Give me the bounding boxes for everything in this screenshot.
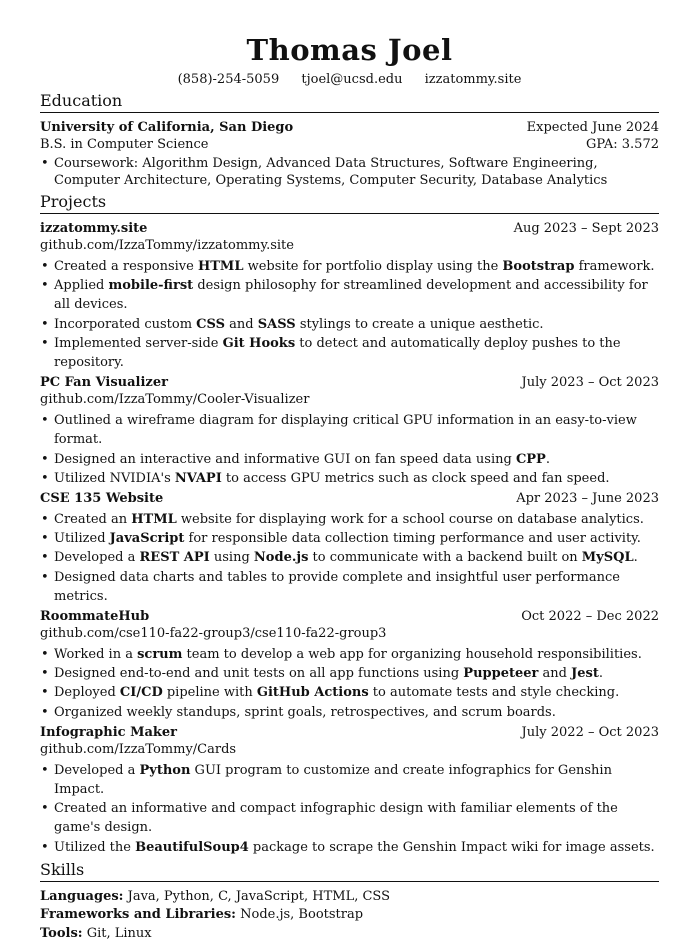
bullet-item: • Designed data charts and tables to provide complete and insightful user performance metrics. — [54, 568, 659, 606]
project-bullets — [40, 645, 659, 722]
highlight-term: mobile-first — [108, 278, 194, 294]
bullet-item: • Created an informative and compact infographic design with familiar elements of the game's design. — [54, 799, 659, 837]
project-link[interactable]: github.com/IzzaTommy/izzatommy.site — [40, 238, 294, 253]
highlight-term: Jest — [571, 666, 599, 682]
project-entry — [40, 374, 659, 488]
bullet-item: • Organized weekly standups, sprint goals, retrospectives, and scrum boards. — [54, 703, 659, 722]
highlight-term: SASS — [257, 316, 296, 332]
project-link[interactable]: github.com/IzzaTommy/Cooler-Visualizer — [40, 392, 310, 408]
highlight-term: CI/CD — [119, 685, 163, 701]
project-header — [40, 220, 659, 237]
bullet-item: • Designed an interactive and informative GUI on fan speed data using CPP. — [54, 450, 659, 469]
website-link[interactable]: izzatommy.site — [424, 72, 522, 87]
project-header — [40, 608, 659, 625]
projects-section — [40, 192, 659, 857]
project-title: izzatommy.site — [40, 221, 148, 236]
highlight-term: Git Hooks — [222, 335, 296, 351]
bullet-item: • Utilized JavaScript for responsible data collection timing performance and user activity. — [54, 529, 659, 548]
bullet-item: • Developed a Python GUI program to customize and create infographics for Genshin Impact. — [54, 761, 659, 799]
project-date: Aug 2023 – Sept 2023 — [513, 221, 659, 236]
project-header — [40, 724, 659, 741]
highlight-term: HTML — [197, 259, 244, 274]
highlight-term: HTML — [131, 512, 177, 528]
bullet-item: • Worked in a scrum team to develop a web app for organizing household responsibilities. — [54, 645, 659, 664]
project-title: CSE 135 Website — [40, 491, 164, 507]
project-link[interactable]: github.com/cse110-fa22-group3/cse110-fa22-group3 — [40, 626, 387, 642]
skills-line — [40, 925, 659, 943]
project-entry — [40, 608, 659, 722]
project-link[interactable]: github.com/IzzaTommy/Cards — [40, 741, 237, 757]
skills-section — [40, 860, 659, 943]
bullet-item: • Implemented server-side Git Hooks to detect and automatically deploy pushes to the repository. — [54, 334, 659, 372]
skill-category: Tools: — [40, 925, 83, 941]
degree: B.S. in Computer Science — [40, 137, 209, 152]
skills-list — [40, 888, 659, 943]
project-header — [40, 490, 659, 507]
highlight-term: Puppeteer — [463, 666, 539, 682]
school-name: University of California, San Diego — [40, 120, 294, 135]
project-date: July 2022 – Oct 2023 — [521, 724, 659, 740]
highlight-term: Bootstrap — [502, 259, 575, 274]
project-date: Oct 2022 – Dec 2022 — [521, 609, 659, 625]
project-header — [40, 374, 659, 391]
projects-list — [40, 220, 659, 857]
education-heading: Education — [40, 91, 659, 113]
highlight-term: NVAPI — [174, 470, 222, 486]
projects-heading: Projects — [40, 192, 659, 214]
skill-category: Languages: — [40, 888, 124, 904]
email-link[interactable]: tjoel@ucsd.edu — [301, 72, 403, 87]
project-bullets — [40, 257, 659, 372]
project-entry — [40, 724, 659, 857]
bullet-item: • Utilized the BeautifulSoup4 package to scrape the Genshin Impact wiki for image assets. — [54, 838, 659, 857]
skills-heading: Skills — [40, 860, 659, 882]
skill-values: Git, Linux — [82, 925, 152, 941]
bullet-item: • Applied mobile-first design philosophy for streamlined development and accessibility for all devices. — [54, 276, 659, 314]
phone-number: (858)-254-5059 — [177, 72, 280, 87]
skill-values: Java, Python, C, JavaScript, HTML, CSS — [123, 888, 390, 904]
project-bullets — [40, 411, 659, 488]
education-section — [40, 91, 659, 189]
project-date: Apr 2023 – June 2023 — [516, 491, 659, 507]
bullet-item: • Created a responsive HTML website for portfolio display using the Bootstrap framework. — [54, 257, 659, 276]
gpa: GPA: 3.572 — [585, 137, 659, 152]
project-bullets — [40, 761, 659, 857]
skills-line — [40, 906, 659, 925]
highlight-term: Node.js — [253, 550, 309, 566]
project-bullets — [40, 510, 659, 606]
highlight-term: JavaScript — [109, 531, 185, 547]
degree-line — [40, 136, 659, 153]
education-entry-header — [40, 119, 659, 136]
skill-category: Frameworks and Libraries: — [40, 907, 236, 923]
highlight-term: CSS — [196, 316, 225, 332]
bullet-item: • Deployed CI/CD pipeline with GitHub Actions to automate tests and style checking. — [54, 683, 659, 702]
bullet-item: • Incorporated custom CSS and SASS stylings to create a unique aesthetic. — [54, 315, 659, 334]
highlight-term: scrum — [137, 647, 183, 663]
highlight-term: CPP — [515, 451, 546, 467]
bullet-item: • Outlined a wireframe diagram for displaying critical GPU information in an easy-to-view format. — [54, 411, 659, 449]
education-bullets — [40, 155, 659, 189]
highlight-term: MySQL — [581, 550, 634, 566]
bullet-item: • Utilized NVIDIA's NVAPI to access GPU metrics such as clock speed and fan speed. — [54, 469, 659, 488]
bullet-item: • Developed a REST API using Node.js to communicate with a backend built on MySQL. — [54, 548, 659, 567]
project-title: RoommateHub — [40, 609, 150, 625]
project-entry — [40, 220, 659, 372]
coursework-item: • Coursework: Algorithm Design, Advanced Data Structures, Software Engineering, Computer Architecture, Operating Systems, Computer Security, Database Analytics — [54, 155, 659, 189]
highlight-term: BeautifulSoup4 — [135, 839, 249, 855]
project-title: Infographic Maker — [40, 724, 178, 740]
candidate-name: Thomas Joel — [246, 33, 453, 67]
bullet-item: • Designed end-to-end and unit tests on all app functions using Puppeteer and Jest. — [54, 664, 659, 683]
contact-line — [40, 72, 659, 88]
bullet-item: • Created an HTML website for displaying work for a school course on database analytics. — [54, 510, 659, 529]
highlight-term: REST API — [139, 550, 210, 566]
highlight-term: Python — [139, 762, 191, 778]
project-title: PC Fan Visualizer — [40, 375, 168, 391]
education-date: Expected June 2024 — [526, 120, 659, 135]
highlight-term: GitHub Actions — [256, 685, 369, 701]
skills-line — [40, 888, 659, 907]
skill-values: Node.js, Bootstrap — [235, 907, 364, 923]
project-entry — [40, 490, 659, 606]
project-date: July 2023 – Oct 2023 — [521, 375, 659, 391]
